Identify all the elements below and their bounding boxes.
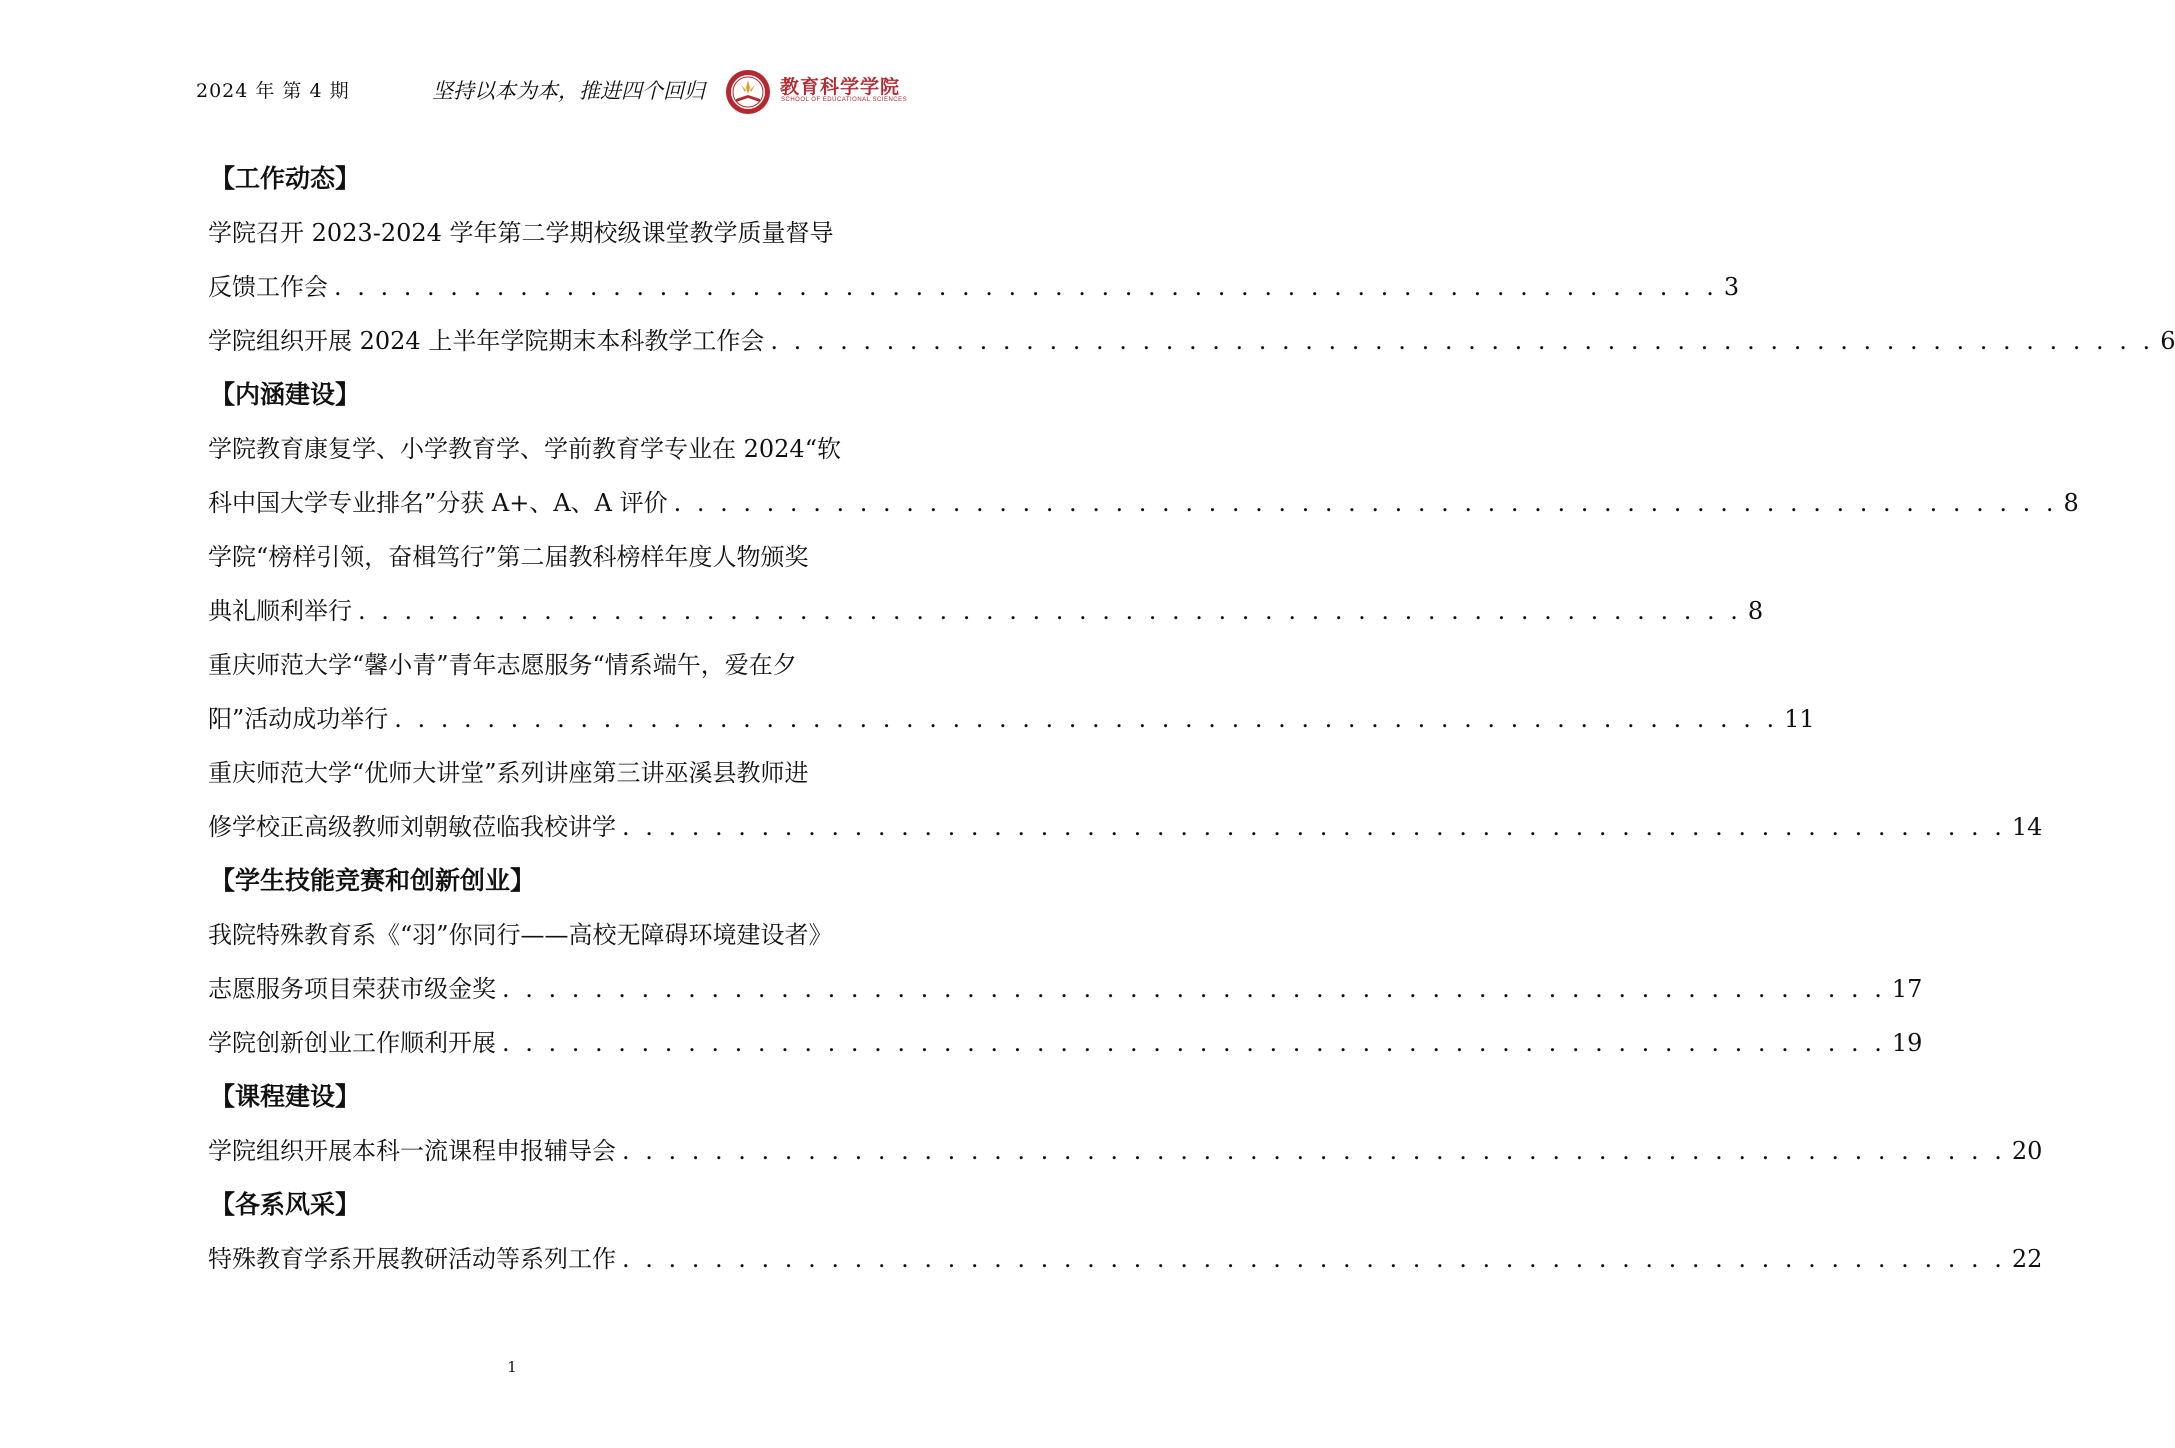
toc-entry-text: 反馈工作会 <box>208 273 328 301</box>
toc-entry[interactable] <box>208 638 1815 746</box>
dot-leader: . . . . . . . . . . . . . . . . . . . . . . . . . . . . . . . . . . . . . . . . . . . . . . . . . . . . . . . . . . . . <box>394 705 1779 733</box>
toc-page-number: 3 <box>1723 273 1740 301</box>
section-heading: 【各系风采】 <box>210 1190 361 1219</box>
section-heading: 【工作动态】 <box>210 164 361 193</box>
college-emblem-icon <box>724 68 774 116</box>
motto-text: 坚持以本为本，推进四个回归 <box>432 79 705 103</box>
toc-page-number: 20 <box>2011 1137 2043 1165</box>
toc-page-number: 8 <box>1747 597 1764 625</box>
toc-page-number: 8 <box>2063 489 2079 517</box>
toc-entry-text: 学院教育康复学、小学教育学、学前教育学专业在 2024“软 <box>208 435 841 463</box>
dot-leader: . . . . . . . . . . . . . . . . . . . . . . . . . . . . . . . . . . . . . . . . . . . . . . . . . . . . . . . . . . . . <box>334 273 1718 301</box>
logo-name: 教育科学学院 <box>780 76 901 98</box>
toc-entry-text: 重庆师范大学“馨小青”青年志愿服务“情系端午，爱在夕 <box>208 651 797 679</box>
toc-entry-text: 修学校正高级教师刘朝敏莅临我校讲学 <box>208 813 616 841</box>
section-heading: 【学生技能竞赛和创新创业】 <box>210 866 536 895</box>
toc-page-number: 22 <box>2011 1245 2043 1273</box>
dot-leader: . . . . . . . . . . . . . . . . . . . . . . . . . . . . . . . . . . . . . . . . . . . . . . . . . . . . . . . . . . . . <box>358 597 1742 625</box>
toc-entry[interactable] <box>208 1016 1923 1070</box>
page-header <box>0 68 1024 118</box>
toc-entry-text: 阳”活动成功举行 <box>208 705 389 733</box>
dot-leader: . . . . . . . . . . . . . . . . . . . . . . . . . . . . . . . . . . . . . . . . . . . . . . . . . . . . . . . . . . . . <box>770 327 2155 355</box>
toc-entry[interactable] <box>208 908 1923 1016</box>
college-logo <box>724 68 908 116</box>
issue-label: 2024 年 第 4 期 <box>196 80 350 102</box>
toc-page-number: 19 <box>1891 1029 1923 1057</box>
dot-leader: . . . . . . . . . . . . . . . . . . . . . . . . . . . . . . . . . . . . . . . . . . . . . . . . . . . . . . . . . . . . <box>673 489 2058 517</box>
logo-subtitle: SCHOOL OF EDUCATIONAL SCIENCES <box>781 97 908 103</box>
toc-entry-text: 我院特殊教育系《“羽”你同行——高校无障碍环境建设者》 <box>208 921 833 949</box>
toc-entry-text: 学院组织开展 2024 上半年学院期末本科教学工作会 <box>208 327 765 355</box>
section-heading: 【课程建设】 <box>210 1082 361 1111</box>
toc-entry[interactable] <box>208 1124 2043 1178</box>
toc-entry-text: 志愿服务项目荣获市级金奖 <box>208 975 496 1003</box>
toc-page-number: 6 <box>2160 327 2175 355</box>
table-of-contents <box>208 152 2175 1286</box>
toc-entry[interactable] <box>208 746 2043 854</box>
section-heading: 【内涵建设】 <box>210 380 361 409</box>
toc-page-number: 14 <box>2011 813 2043 841</box>
toc-entry-text: 学院组织开展本科一流课程申报辅导会 <box>208 1137 616 1165</box>
toc-entry[interactable] <box>208 530 1764 638</box>
toc-entry[interactable] <box>208 1232 2043 1286</box>
toc-page-number: 11 <box>1784 705 1815 733</box>
toc-entry-text: 学院召开 2023-2024 学年第二学期校级课堂教学质量督导 <box>208 219 834 247</box>
toc-entry-text: 学院“榜样引领，奋楫笃行”第二届教科榜样年度人物颁奖 <box>208 543 809 571</box>
page-number: 1 <box>507 1358 517 1376</box>
toc-entry-text: 重庆师范大学“优师大讲堂”系列讲座第三讲巫溪县教师进 <box>208 759 809 787</box>
dot-leader: . . . . . . . . . . . . . . . . . . . . . . . . . . . . . . . . . . . . . . . . . . . . . . . . . . . . . . . . . . . . <box>502 1029 1886 1057</box>
toc-entry[interactable] <box>208 422 2079 530</box>
toc-entry[interactable] <box>208 206 1740 314</box>
toc-entry-text: 特殊教育学系开展教研活动等系列工作 <box>208 1245 616 1273</box>
dot-leader: . . . . . . . . . . . . . . . . . . . . . . . . . . . . . . . . . . . . . . . . . . . . . . . . . . . . . . . . . . . . <box>622 1137 2006 1165</box>
toc-entry-text: 典礼顺利举行 <box>208 597 352 625</box>
dot-leader: . . . . . . . . . . . . . . . . . . . . . . . . . . . . . . . . . . . . . . . . . . . . . . . . . . . . . . . . . . . . <box>622 813 2006 841</box>
toc-page-number: 17 <box>1891 975 1923 1003</box>
dot-leader: . . . . . . . . . . . . . . . . . . . . . . . . . . . . . . . . . . . . . . . . . . . . . . . . . . . . . . . . . . . . <box>622 1245 2006 1273</box>
toc-entry-text: 学院创新创业工作顺利开展 <box>208 1029 496 1057</box>
toc-entry-text: 科中国大学专业排名”分获 A+、A、A 评价 <box>208 489 668 517</box>
toc-entry[interactable] <box>208 314 2175 368</box>
dot-leader: . . . . . . . . . . . . . . . . . . . . . . . . . . . . . . . . . . . . . . . . . . . . . . . . . . . . . . . . . . . . <box>502 975 1886 1003</box>
